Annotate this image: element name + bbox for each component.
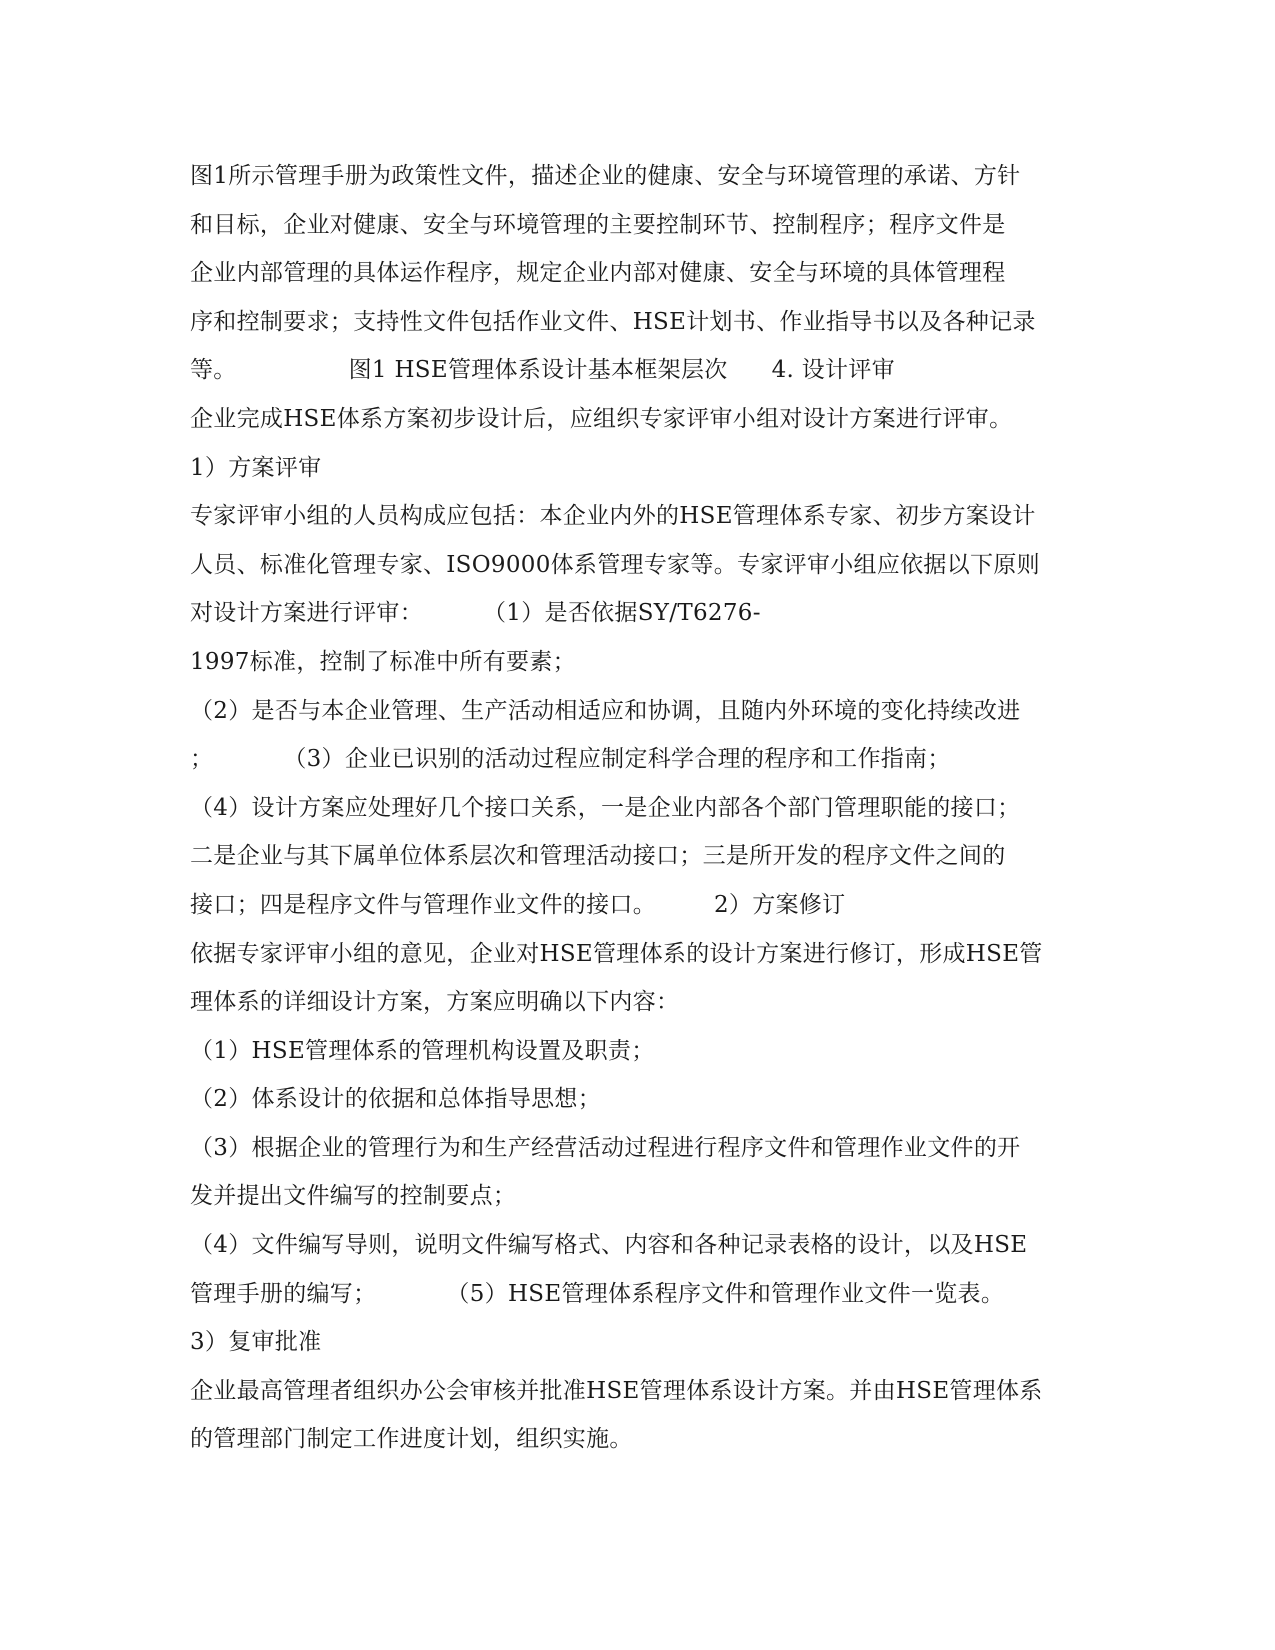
text-line: 发并提出文件编写的控制要点； — [190, 1183, 517, 1210]
text-line — [190, 589, 1090, 638]
list-item: （2）是否与本企业管理、生产活动相适应和协调，且随内外环境的变化持续改进 — [190, 697, 1021, 724]
text-line: 企业内部管理的具体运作程序，规定企业内部对健康、安全与环境的具体管理程 — [190, 260, 1006, 287]
text-line: 企业最高管理者组织办公会审核并批准HSE管理体系设计方案。并由HSE管理体系 — [190, 1377, 1043, 1404]
list-item: （5）HSE管理体系程序文件和管理作业文件一览表。 — [446, 1280, 1005, 1307]
text-line: 理体系的详细设计方案，方案应明确以下内容： — [190, 989, 680, 1016]
list-item: （2）体系设计的依据和总体指导思想； — [190, 1086, 602, 1113]
list-item: （4）文件编写导则，说明文件编写格式、内容和各种记录表格的设计，以及HSE — [190, 1232, 1028, 1259]
text-line: 企业完成HSE体系方案初步设计后，应组织专家评审小组对设计方案进行评审。 — [190, 405, 1013, 432]
text-segment: 管理手册的编写； — [190, 1280, 377, 1307]
text-segment: ； — [190, 746, 214, 773]
list-item: （3）根据企业的管理行为和生产经营活动过程进行程序文件和管理作业文件的开 — [190, 1134, 1021, 1161]
text-line: 依据专家评审小组的意见，企业对HSE管理体系的设计方案进行修订，形成HSE管 — [190, 940, 1043, 967]
list-item: （1）是否依据SY/T6276- — [483, 600, 761, 627]
text-line — [190, 881, 1090, 930]
list-item: （3）企业已识别的活动过程应制定科学合理的程序和工作指南； — [283, 746, 951, 773]
text-line: 序和控制要求；支持性文件包括作业文件、HSE计划书、作业指导书以及各种记录 — [190, 308, 1036, 335]
document-body — [190, 152, 1090, 1464]
list-item: （4）设计方案应处理好几个接口关系，一是企业内部各个部门管理职能的接口； — [190, 794, 1021, 821]
text-line — [190, 346, 1090, 395]
figure-caption: 图1 HSE管理体系设计基本框架层次 — [348, 357, 728, 384]
section-heading: 4. 设计评审 — [771, 357, 895, 384]
text-segment: 接口；四是程序文件与管理作业文件的接口。 — [190, 891, 656, 918]
text-line: 的管理部门制定工作进度计划，组织实施。 — [190, 1426, 633, 1453]
text-line: 图1所示管理手册为政策性文件，描述企业的健康、安全与环境管理的承诺、方针 — [190, 163, 1021, 189]
subsection-heading: 1）方案评审 — [190, 454, 322, 481]
list-item: （1）HSE管理体系的管理机构设置及职责； — [190, 1037, 655, 1064]
text-line: 1997标准，控制了标准中所有要素； — [190, 648, 576, 675]
subsection-heading: 2）方案修订 — [714, 891, 846, 918]
text-line: 专家评审小组的人员构成应包括：本企业内外的HSE管理体系专家、初步方案设计 — [190, 503, 1036, 530]
text-segment: 对设计方案进行评审： — [190, 600, 423, 627]
subsection-heading: 3）复审批准 — [190, 1329, 322, 1356]
text-line — [190, 735, 1090, 784]
text-line — [190, 1270, 1090, 1319]
text-segment: 等。 — [190, 357, 237, 384]
text-line: 二是企业与其下属单位体系层次和管理活动接口；三是所开发的程序文件之间的 — [190, 843, 1006, 870]
text-line: 和目标，企业对健康、安全与环境管理的主要控制环节、控制程序；程序文件是 — [190, 211, 1006, 238]
text-line: 人员、标准化管理专家、ISO9000体系管理专家等。专家评审小组应依据以下原则 — [190, 551, 1040, 578]
